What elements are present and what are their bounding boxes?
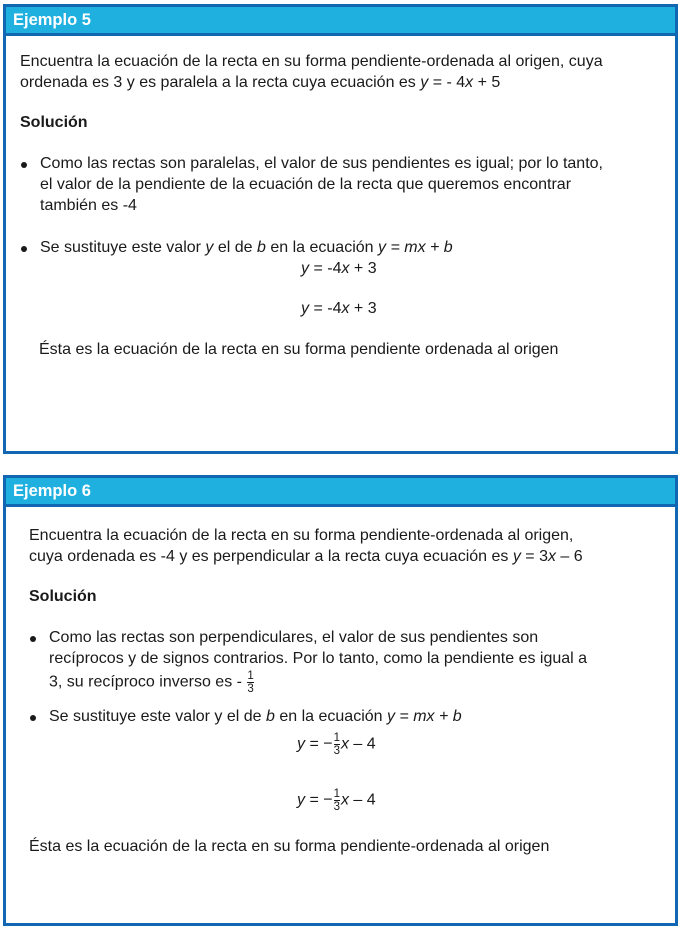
ex5-problem-line2: ordenada es 3 y es paralela a la recta cuya ecuación es y = - 4x + 5 [20, 74, 501, 91]
ex6-equation-1: y = − $\frac{1}{3}$ x – 4 [297, 732, 376, 757]
ex6-bullet2: Se sustituye este valor y el de b en la ecuación y = mx + b [49, 708, 462, 725]
ex5-bullet2: Se sustituye este valor y el de b en la ecuación y = mx + b [40, 239, 453, 256]
ex6-solution-label: Solución [29, 588, 97, 605]
ex5-solution-label: Solución [20, 114, 88, 131]
ex5-equation-1: y = -4x + 3 [301, 260, 377, 277]
ex6-bullet1-line2: recíprocos y de signos contrarios. Por lo tanto, como la pendiente es igual a [49, 650, 588, 667]
example-6-box [3, 475, 678, 926]
fraction-one-third: $\frac{1}{3}$ [247, 670, 254, 695]
ex6-equation-2: y = − $\frac{1}{3}$ x – 4 [297, 788, 376, 813]
bullet-icon [21, 162, 27, 168]
example-5-title: Ejemplo 5 [6, 7, 675, 36]
ex5-problem-line1: Encuentra la ecuación de la recta en su forma pendiente-ordenada al origen, cuya [20, 53, 603, 70]
example-6-title: Ejemplo 6 [6, 478, 675, 507]
ex5-bullet1-line3: también es -4 [40, 197, 137, 214]
ex6-problem-line2: cuya ordenada es -4 y es perpendicular a la recta cuya ecuación es y = 3x – 6 [29, 548, 583, 565]
ex6-problem-line1: Encuentra la ecuación de la recta en su forma pendiente-ordenada al origen, [29, 527, 574, 544]
ex5-conclusion: Ésta es la ecuación de la recta en su forma pendiente ordenada al origen [39, 341, 559, 358]
ex6-bullet1-line3: 3, su recíproco inverso es - $\frac{1}{3}$ [49, 670, 254, 695]
ex5-bullet1-line1: Como las rectas son paralelas, el valor de sus pendientes es igual; por lo tanto, [40, 155, 603, 172]
bullet-icon [21, 246, 27, 252]
fraction-one-third: $\frac{1}{3}$ [333, 788, 340, 813]
ex6-bullet1-line1: Como las rectas son perpendiculares, el valor de sus pendientes son [49, 629, 539, 646]
ex5-bullet1-line2: el valor de la pendiente de la ecuación de la recta que queremos encontrar [40, 176, 572, 193]
bullet-icon [30, 715, 36, 721]
fraction-one-third: $\frac{1}{3}$ [333, 732, 340, 757]
example-5-box [3, 4, 678, 454]
ex5-equation-2: y = -4x + 3 [301, 300, 377, 317]
ex6-conclusion: Ésta es la ecuación de la recta en su forma pendiente-ordenada al origen [29, 838, 550, 855]
bullet-icon [30, 636, 36, 642]
